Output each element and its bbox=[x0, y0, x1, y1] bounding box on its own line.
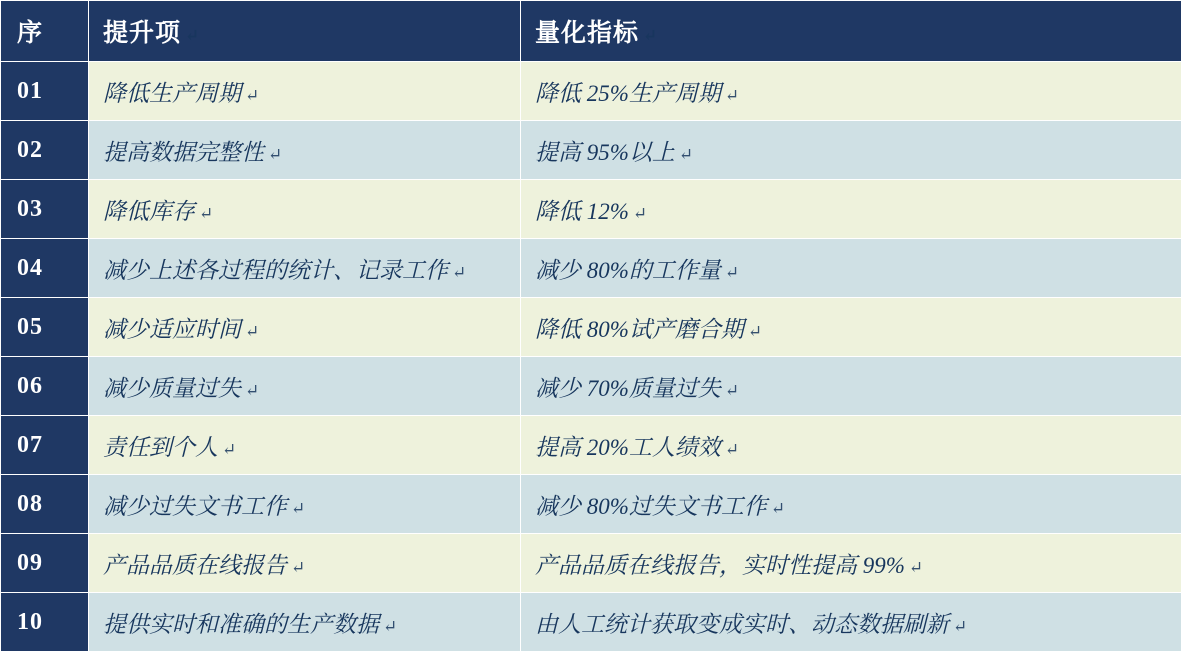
row-quantified-metric-text: 提高 20%工人绩效 bbox=[535, 435, 721, 460]
row-improvement-item-text: 减少过失文书工作 bbox=[103, 494, 287, 519]
table-header bbox=[1, 1, 1181, 62]
table-row bbox=[1, 534, 1181, 593]
row-quantified-metric bbox=[521, 593, 1181, 652]
row-quantified-metric-text: 减少 70%质量过失 bbox=[535, 376, 721, 401]
table-row bbox=[1, 593, 1181, 652]
row-improvement-item-text: 减少上述各过程的统计、记录工作 bbox=[103, 258, 448, 283]
row-improvement-item bbox=[89, 416, 521, 475]
column-header-sequence: 序 bbox=[1, 1, 89, 62]
row-sequence: 10 bbox=[1, 593, 89, 652]
row-quantified-metric-text: 提高 95%以上 bbox=[535, 140, 675, 165]
row-quantified-metric bbox=[521, 416, 1181, 475]
pilcrow-icon: ↵ bbox=[268, 145, 282, 164]
row-quantified-metric bbox=[521, 239, 1181, 298]
row-improvement-item-text: 提供实时和准确的生产数据 bbox=[103, 612, 379, 637]
column-header-metric-text: 量化指标 bbox=[535, 20, 639, 47]
pilcrow-icon: ↵ bbox=[725, 381, 739, 400]
row-improvement-item bbox=[89, 534, 521, 593]
pilcrow-icon: ↵ bbox=[633, 204, 647, 223]
row-sequence: 07 bbox=[1, 416, 89, 475]
pilcrow-icon: ↵ bbox=[679, 145, 693, 164]
pilcrow-icon: ↵ bbox=[771, 499, 785, 518]
pilcrow-icon: ↵ bbox=[199, 204, 213, 223]
pilcrow-icon: ↵ bbox=[383, 617, 397, 636]
pilcrow-icon: ↵ bbox=[291, 558, 305, 577]
pilcrow-icon: ↵ bbox=[245, 381, 259, 400]
row-sequence: 08 bbox=[1, 475, 89, 534]
table-row bbox=[1, 62, 1181, 121]
row-sequence: 06 bbox=[1, 357, 89, 416]
row-improvement-item bbox=[89, 475, 521, 534]
column-header-item-text: 提升项 bbox=[103, 20, 181, 47]
row-improvement-item bbox=[89, 593, 521, 652]
row-quantified-metric bbox=[521, 357, 1181, 416]
row-improvement-item-text: 降低生产周期 bbox=[103, 81, 241, 106]
pilcrow-icon: ↵ bbox=[222, 440, 236, 459]
table-body bbox=[1, 62, 1181, 652]
row-quantified-metric-text: 降低 12% bbox=[535, 199, 629, 224]
column-header-item bbox=[89, 1, 521, 62]
pilcrow-icon: ↵ bbox=[452, 263, 466, 282]
row-improvement-item-text: 降低库存 bbox=[103, 199, 195, 224]
row-quantified-metric-text: 减少 80%过失文书工作 bbox=[535, 494, 767, 519]
table-row bbox=[1, 416, 1181, 475]
row-sequence: 03 bbox=[1, 180, 89, 239]
row-sequence: 09 bbox=[1, 534, 89, 593]
row-sequence: 02 bbox=[1, 121, 89, 180]
row-quantified-metric-text: 产品品质在线报告，实时性提高 99% bbox=[535, 553, 905, 578]
table-header-row bbox=[1, 1, 1181, 62]
row-quantified-metric bbox=[521, 62, 1181, 121]
pilcrow-icon: ↵ bbox=[909, 558, 923, 577]
pilcrow-icon: ↵ bbox=[725, 86, 739, 105]
pilcrow-icon: ↵ bbox=[245, 322, 259, 341]
row-sequence: 04 bbox=[1, 239, 89, 298]
row-quantified-metric-text: 减少 80%的工作量 bbox=[535, 258, 721, 283]
row-quantified-metric bbox=[521, 298, 1181, 357]
column-header-metric bbox=[521, 1, 1181, 62]
row-quantified-metric-text: 由人工统计获取变成实时、动态数据刷新 bbox=[535, 612, 949, 637]
row-quantified-metric-text: 降低 80%试产磨合期 bbox=[535, 317, 744, 342]
row-improvement-item bbox=[89, 298, 521, 357]
row-quantified-metric bbox=[521, 180, 1181, 239]
table-row bbox=[1, 121, 1181, 180]
pilcrow-icon: ↵ bbox=[185, 26, 200, 45]
pilcrow-icon: ↵ bbox=[643, 26, 658, 45]
table-row bbox=[1, 239, 1181, 298]
row-quantified-metric bbox=[521, 534, 1181, 593]
row-improvement-item-text: 减少适应时间 bbox=[103, 317, 241, 342]
row-improvement-item-text: 责任到个人 bbox=[103, 435, 218, 460]
row-improvement-item-text: 提高数据完整性 bbox=[103, 140, 264, 165]
row-sequence: 01 bbox=[1, 62, 89, 121]
pilcrow-icon: ↵ bbox=[953, 617, 967, 636]
table-row bbox=[1, 298, 1181, 357]
row-quantified-metric-text: 降低 25%生产周期 bbox=[535, 81, 721, 106]
row-quantified-metric bbox=[521, 475, 1181, 534]
pilcrow-icon: ↵ bbox=[748, 322, 762, 341]
row-improvement-item-text: 减少质量过失 bbox=[103, 376, 241, 401]
table-row bbox=[1, 475, 1181, 534]
pilcrow-icon: ↵ bbox=[291, 499, 305, 518]
table-row bbox=[1, 357, 1181, 416]
row-quantified-metric bbox=[521, 121, 1181, 180]
row-improvement-item bbox=[89, 62, 521, 121]
row-improvement-item bbox=[89, 121, 521, 180]
table-row bbox=[1, 180, 1181, 239]
pilcrow-icon: ↵ bbox=[725, 440, 739, 459]
pilcrow-icon: ↵ bbox=[725, 263, 739, 282]
row-sequence: 05 bbox=[1, 298, 89, 357]
pilcrow-icon: ↵ bbox=[245, 86, 259, 105]
row-improvement-item bbox=[89, 180, 521, 239]
row-improvement-item bbox=[89, 357, 521, 416]
row-improvement-item-text: 产品品质在线报告 bbox=[103, 553, 287, 578]
row-improvement-item bbox=[89, 239, 521, 298]
